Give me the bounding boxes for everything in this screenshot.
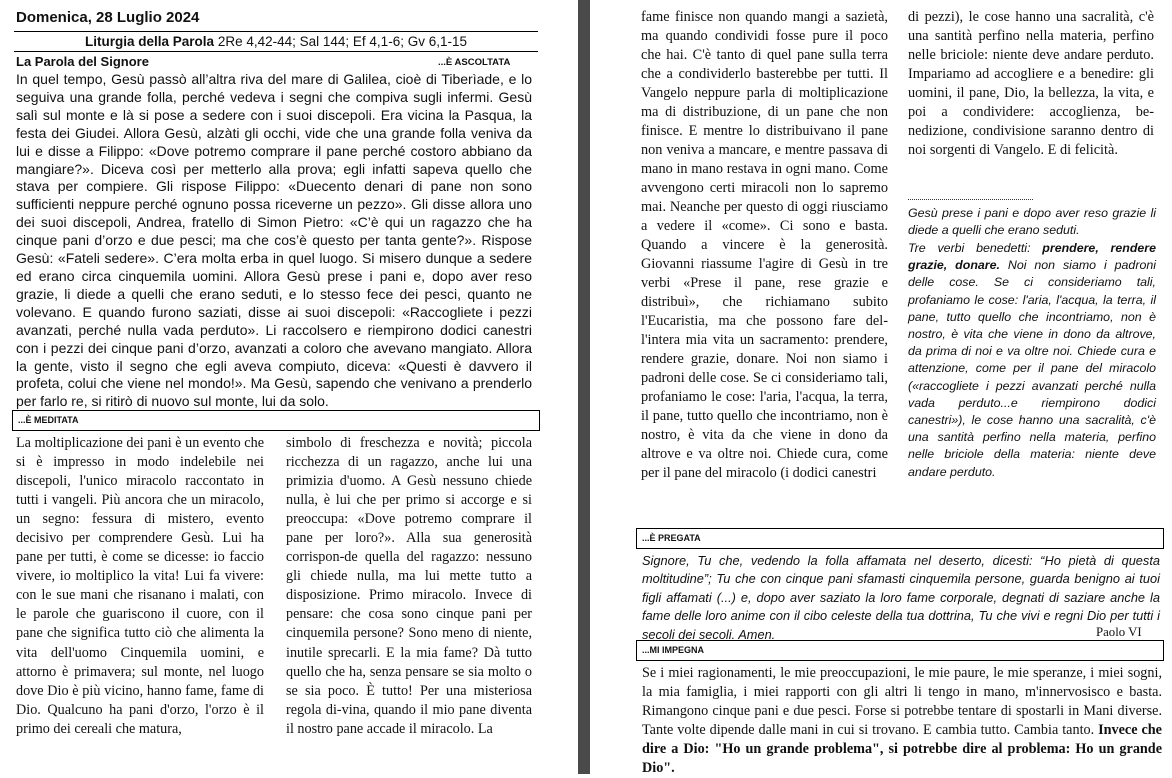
liturgy-refs: 2Re 4,42-44; Sal 144; Ef 4,1-6; Gv 6,1-15 (217, 34, 467, 49)
meditation-column-3: fame finisce non quando mangi a sazietà, ma quando condividi fosse pure il poco che hai. C'è tanto di quel pane sulla terra che a condividerlo basterebbe per tutti. Il Vangelo neppure parla di moltiplicazione ma di distribuzione, di un pane che non finisce. E mentre lo distribuivano il pane non veniva a mancare, e mentre passava di mano in mano restava in ogni mano. Come avvengono certi miracoli non lo sapremo mai. Neanche per questo di oggi riusciamo a vedere il «come». Ci sono e basta. Quando a vincere è la generosità. Giovanni riassume l'agire di Gesù in tre verbi «Prese il pane, rese grazie e distribuì», che richiamano subito l'Eucaristia, ma che possono fare del-l'intera mia vita un sacramento: prendere, rendere grazie, donare. Noi non siamo i padroni delle cose. Se ci consideriamo tali, profaniamo le cose: l'aria, l'acqua, la terra, il pane, tutto quello che incontriamo, non è nostro, è vita da che viene in dono da altrove e va oltre noi. Chiede cura, come per il pane del miracolo (i dodici canestri (641, 9, 888, 481)
reflection-body: Noi non siamo i padroni delle cose. Se ci consideriamo tali, profaniamo le cose: l'aria, l'acqua, la terra, il pane, tutto quello che incontriamo, non è nostro, è vita che viene in dono da altrove, da prima di noi e va oltre noi. Chiede cura e attenzione, come per il pane del miracolo («raccogliete i pezzi avanzati perché nulla vada perduto...e riempirono dodici canestri»), le cose hanno una sacralità, c'è una santità perfino nella materia, perfino nelle briciole della materia: niente deve andare perduto. (908, 258, 1156, 479)
dotted-separator (908, 199, 1033, 200)
page-separator (578, 0, 590, 774)
meditation-reflection (908, 240, 1156, 481)
commitment-text (642, 664, 1162, 778)
liturgy-header (14, 34, 538, 49)
commitment-tag: ...MI IMPEGNA (642, 645, 705, 655)
gospel-title: La Parola del Signore (16, 54, 149, 69)
meditation-header (12, 410, 540, 431)
liturgy-label: Liturgia della Parola (85, 34, 215, 49)
commitment-conclusion: Invece che dire a Dio: "Ho un grande problema", si potrebbe dire al problema: Ho un grande Dio". (642, 722, 1162, 776)
meditation-tag: ...È MEDITATA (18, 415, 79, 425)
meditation-quote: Gesù prese i pani e dopo aver reso grazie li diede a quelli che erano seduti. (908, 206, 1156, 238)
meditation-column-1: La moltiplicazione dei pani è un evento che si è impresso in modo indelebile nei discepoli, l'unico miracolo raccontato in tutti i vangeli. Più ancora che un miracolo, un segno: fessura di mistero, evento decisivo per comprendere Gesù. Lui ha pane per tutti, è come se dicesse: io faccio vivere, io moltiplico la vita! Lui fa vivere: con le sue mani che risanano i malati, con le parole che guariscono il cuore, con il pane che significa tutto ciò che alimenta la vita dell'uomo Cinquemila uomini, e attorno è primavera; sul monte, nel luogo dove Dio è più vicino, hanno fame, fame di Dio. Qualcuno ha pani d'orzo, l'orzo è il primo dei cereali che matura, (16, 435, 264, 737)
page-date: Domenica, 28 Luglio 2024 (16, 9, 200, 26)
meditation-column-4: di pezzi), le cose hanno una sacralità, c'è una santità perfino nella materia, perfino nelle briciole: niente deve andare perduto. Impariamo ad accogliere e a benedire: gli uomini, il pane, Dio, la bellezza, la vita, e poi a condividere: accoglienza, be-nedizione, condivisione saranno dentro di noi sorgenti di Vangelo. E di felicità. (908, 9, 1154, 158)
gospel-tag: ...È ASCOLTATA (438, 57, 511, 68)
left-page (0, 0, 568, 774)
divider (14, 31, 538, 32)
reflection-verbs: prendere, rendere grazie, donare. (908, 241, 1156, 273)
prayer-text: Signore, Tu che, vedendo la folla affamata nel deserto, dicesti: “Ho pietà di questa moltitudine”; Tu che con cinque pani sfamasti cinquemila persone, guarda benigno ai tuoi figli affamati (...) e, dopo aver saziato la loro fame corporale, degnati di saziare anche la fame delle loro anime con il cibo celeste della tua dottrina, Tu che vivi e regni Dio per tutti i secoli dei secoli. Amen. (642, 553, 1160, 642)
gospel-text: In quel tempo, Gesù passò all’altra riva del mare di Galilea, cioè di Tiberìade, e lo seguiva una grande folla, perché vedeva i segni che compiva sugli infermi. Gesù salì sul monte e là si pose a sedere con i suoi discepoli. Era vicina la Pasqua, la festa dei Giudei. Allora Gesù, alzàti gli occhi, vide che una grande folla veniva da lui e disse a Filippo: «Dove potremo comprare il pane perché costoro abbiano da mangiare?». Diceva così per metterlo alla prova; egli infatti sapeva quello che stava per compiere. Gli rispose Filippo: «Duecento denari di pane non sono sufficienti neppure perché ognuno possa riceverne un pezzo». Gli disse allora uno dei suoi discepoli, Andrea, fratello di Simon Pietro: «C’è qui un ragazzo che ha cinque pani d’orzo e due pesci; ma che cos’è questo per tanta gente?». Rispose Gesù: «Fateli sedere». C’era molta erba in quel luogo. Si misero dunque a sedere ed erano circa cinquemila uomini. Allora Gesù prese i pani e, dopo aver reso grazie, li diede a quelli che erano seduti, e lo stesso fece dei pesci, quanto ne volevano. E quando furono saziati, disse ai suoi discepoli: «Raccogliete i pezzi avanzati, perché nulla vada perduto». Li raccolsero e riempirono dodici canestri con i pezzi dei cinque pani d’orzo, avanzati a coloro che avevano mangiato. Allora la gente, visto il segno che egli aveva compiuto, diceva: «Questi è davvero il profeta, colui che viene nel mondo!». Ma Gesù, sapendo che venivano a prenderlo per farlo re, si ritirò di nuovo sul monte, lui da solo. (16, 71, 532, 410)
reflection-lead: Tre verbi benedetti: (908, 241, 1043, 255)
divider (14, 51, 538, 52)
right-page (596, 0, 1172, 774)
commitment-body: Se i miei ragionamenti, le mie preoccupazioni, le mie paure, le mie speranze, i miei sogni, la mia famiglia, i miei rapporti con gli altri li tengo in mano, m'innervosisco e basta. Rimangono cinque pani e due pesci. Forse si potrebbe tentare di spostarli in Mani diverse. Tante volte dipende dalle mani in cui si trovano. E cambia tutto. Cambia tanto. (642, 665, 1162, 738)
prayer-tag: ...È PREGATA (642, 533, 701, 543)
meditation-column-2: simbolo di freschezza e novità; piccola ricchezza di un ragazzo, anche lui una primizia d'uomo. A Gesù nessuno chiede nulla, è lui che per primo si accorge e si preoccupa: «Dove potremo comprare il pane per loro?». Alla sua generosità corrispon-de quella del ragazzo: nessuno gli chiede nulla, ma lui mette tutto a disposizione. Primo miracolo. Invece di pensare: che cosa sono cinque pani per cinquemila persone? Sono meno di niente, inutile sprecarli. E la mia fame? Dà tutto quello che ha, senza pensare se sia molto o se sia poco. È tutto! Per una misteriosa regola di-vina, quando il mio pane diventa il nostro pane accade il miracolo. La (286, 435, 532, 737)
prayer-header (636, 528, 1164, 549)
commitment-header (636, 640, 1164, 661)
prayer-author: Paolo VI (1096, 625, 1142, 639)
